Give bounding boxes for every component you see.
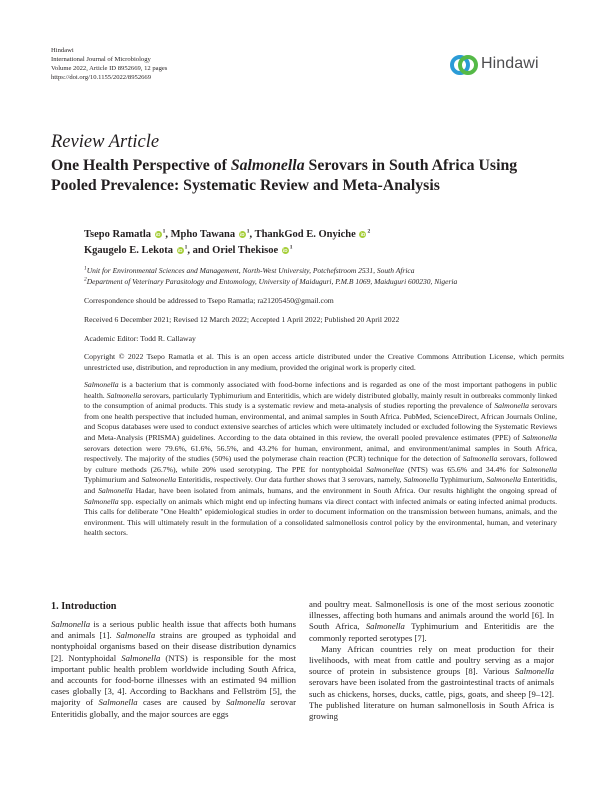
author-affiliation: 1 [246, 228, 250, 235]
intro-italic: Salmonella [98, 697, 138, 708]
intro-paragraph [309, 599, 554, 644]
author-affiliation: 2 [367, 228, 371, 235]
academic-editor: Academic Editor: Todd R. Callaway [84, 334, 196, 343]
journal-name: International Journal of Microbiology [51, 55, 151, 63]
author-list [84, 227, 564, 259]
logo-text: Hindawi [481, 55, 539, 72]
intro-italic: Salmonella [225, 697, 266, 708]
intro-text: Typhimurium and Enteritidis are the commonly reported serotypes [7]. [309, 621, 554, 643]
affiliation-text: Department of Veterinary Parasitology and Entomology, University of Maiduguri, P.M.B 1069, Maiduguri 600230, Nigeria [86, 277, 458, 286]
abstract-text: Enteritidis, and [84, 475, 558, 495]
abstract-text: is a bacterium that is commonly associated with food-borne infections and is regarded as one of the most important pathogens in public health. [84, 380, 557, 400]
intro-italic: Salmonella [116, 630, 156, 641]
affiliation-number: 1 [84, 265, 87, 272]
affiliation-number: 2 [84, 276, 87, 283]
abstract-italic: Salmonella [494, 401, 529, 411]
abstract-italic: Salmonella [486, 475, 521, 485]
intro-paragraph [309, 644, 554, 722]
author-name: ThankGod E. Onyiche [254, 229, 356, 240]
journal-volume: Volume 2022, Article ID 8952669, 12 pages [51, 64, 168, 72]
copyright-notice: Copyright © 2022 Tsepo Ramatla et al. This is an open access article distributed under the Creative Commons Attribution License, which permits unrestricted use, distribution, and reproduction in any medium, provided the original work is properly cited. [84, 352, 564, 372]
hindawi-logo [449, 50, 553, 82]
intro-text: cases are caused by [137, 697, 226, 708]
title-part1: One Health Perspective of [51, 157, 231, 174]
intro-column-right [309, 599, 554, 722]
author-separator: , [187, 245, 190, 256]
intro-text: Many African countries rely on meat production for their livelihoods, with meat from cattle and poultry serving as a major source of protein in subsistence groups [8]. Various [309, 643, 554, 677]
orcid-icon[interactable]: iD [360, 232, 366, 237]
author-name: Mpho Tawana [170, 229, 236, 240]
author-name: Oriel Thekisoe [212, 245, 279, 256]
abstract-italic: Salmonella [522, 464, 557, 474]
abstract [84, 380, 557, 539]
abstract-italic: Salmonella [403, 475, 439, 485]
affiliation-2 [84, 277, 564, 287]
hindawi-logo-icon [449, 50, 479, 80]
abstract-italic: Salmonellae [366, 464, 405, 474]
journal-header [51, 47, 167, 83]
author-affiliation: 1 [184, 244, 188, 251]
intro-text: serovar Enteritidis globally, and the major sources are eggs [51, 697, 296, 719]
journal-doi[interactable]: https://doi.org/10.1155/2022/8952669 [51, 73, 152, 81]
author-conjunction: and [192, 245, 210, 256]
intro-italic: Salmonella [365, 621, 405, 632]
publisher-name: Hindawi [51, 47, 74, 54]
orcid-icon[interactable]: iD [240, 232, 245, 237]
intro-italic: Salmonella [51, 619, 91, 629]
author-affiliation: 1 [289, 244, 293, 251]
intro-italic: Salmonella [514, 666, 554, 677]
article-title [51, 156, 561, 196]
article-type: Review Article [51, 132, 160, 152]
intro-text: strains are grouped as typhoidal and nontyphoidal organisms based on their disease distribution dynamics [2]. Nontyphoidal [51, 630, 296, 663]
author-affiliation: 1 [162, 228, 166, 235]
abstract-text: (NTS) was 65.6% and 34.4% for [404, 464, 523, 474]
abstract-text: serovars detection were 79.6%, 61.6%, 56.5%, and 43.2% for human, environment, animal, and environment/animal samples in South Africa, respectively. The majority of the studies (50%) used the polymerase chain reaction (PCR) technique for the detection of [84, 443, 557, 464]
orcid-icon[interactable]: iD [177, 248, 183, 253]
orcid-icon[interactable]: iD [155, 232, 161, 237]
abstract-text: Enteritidis, respectively. Our data further shows that 3 serovars, namely, [176, 475, 404, 485]
title-part2: Serovars in South Africa Using Pooled Prevalence: Systematic Review and Meta-Analysis [51, 157, 518, 194]
abstract-text: Typhimurium and [84, 475, 142, 485]
abstract-text: serovars from one health perspective that included human, environmental, and animal samples in South Africa. PubMed, ScienceDirect, African Journals Online, and Scopus databases were used to conduct extensive searches of articles which were ultimately included or excluded following the Systematic Reviews and Meta-Analysis (PRISMA) guidelines. According to the data obtained in this review, the overall pooled prevalence estimates (PPE) of [84, 401, 557, 442]
affiliation-1 [84, 266, 564, 276]
abstract-italic: Salmonella [84, 496, 119, 506]
abstract-text: serovars, particularly Typhimurium and Enteritidis, which are widely distributed globally, mainly result in outbreaks commonly linked to the consumption of animal products. This study is a systematic review and meta-analysis of studies reporting the prevalence of [84, 390, 558, 411]
intro-text: and poultry meat. Salmonellosis is one of the most serious zoonotic illnesses, affecting both humans and animals around the world [6]. In South Africa, [309, 599, 554, 632]
abstract-italic: Salmonella [106, 390, 142, 400]
section-heading-introduction: 1. Introduction [51, 601, 117, 612]
abstract-italic: Salmonella [462, 454, 498, 464]
intro-text: (NTS) is responsible for the most important public health problem worldwide including South Africa, and accounts for food-borne illnesses with an estimated 94 million cases globally [3, 4]. According to Backhans and Fellström [5], the majority of [51, 652, 296, 708]
author-name: Kgaugelo E. Lekota [84, 245, 173, 256]
abstract-text: Hadar, have been isolated from animals, humans, and the environment in South Africa. Our results highlight the ongoing spread of [132, 485, 557, 495]
abstract-text: spp. especially on animals which might end up infecting humans via direct contact with infected animals or eating infected animal products. This calls for deliberate "One Health" epidemiological studies in order to document information on the transmission between humans, animals, and the environment. This will ultimately result in the formulation of a consolidated salmonellosis control policy by the environmental, human, and veterinary health sectors. [84, 496, 557, 538]
abstract-italic: Salmonella [141, 475, 177, 485]
abstract-italic: Salmonella [98, 485, 133, 495]
author-separator: , [249, 229, 253, 240]
abstract-text: Typhimurium, [438, 475, 487, 485]
publication-dates: Received 6 December 2021; Revised 12 March 2022; Accepted 1 April 2022; Published 20 April 2022 [84, 315, 400, 324]
affiliation-text: Unit for Environmental Sciences and Management, North-West University, Potchefstroom 2531, South Africa [86, 266, 415, 275]
intro-column-left [51, 619, 296, 720]
title-italic: Salmonella [230, 157, 305, 174]
author-separator: , [165, 229, 168, 240]
intro-italic: Salmonella [121, 652, 161, 663]
correspondence: Correspondence should be addressed to Tsepo Ramatla; ra21205450@gmail.com [84, 296, 334, 305]
abstract-italic: Salmonella [522, 432, 557, 442]
author-name: Tsepo Ramatla [84, 229, 151, 240]
abstract-italic: Salmonella [84, 380, 119, 389]
abstract-text: serovars, followed by culture methods (26.7%), while 20% used serotyping. The PPE for nontyphoidal [84, 454, 557, 474]
intro-text: is a serious public health issue that affects both humans and animals [1]. [51, 619, 296, 641]
intro-paragraph [51, 619, 296, 720]
orcid-icon[interactable]: iD [283, 248, 288, 253]
intro-text: serovars have been isolated from the gastrointestinal tracts of animals such as chickens, horses, ducks, cattle, pigs, goats, and sheep [9–12]. The published literature on human salmonellosis in South Africa is growing [309, 677, 554, 722]
